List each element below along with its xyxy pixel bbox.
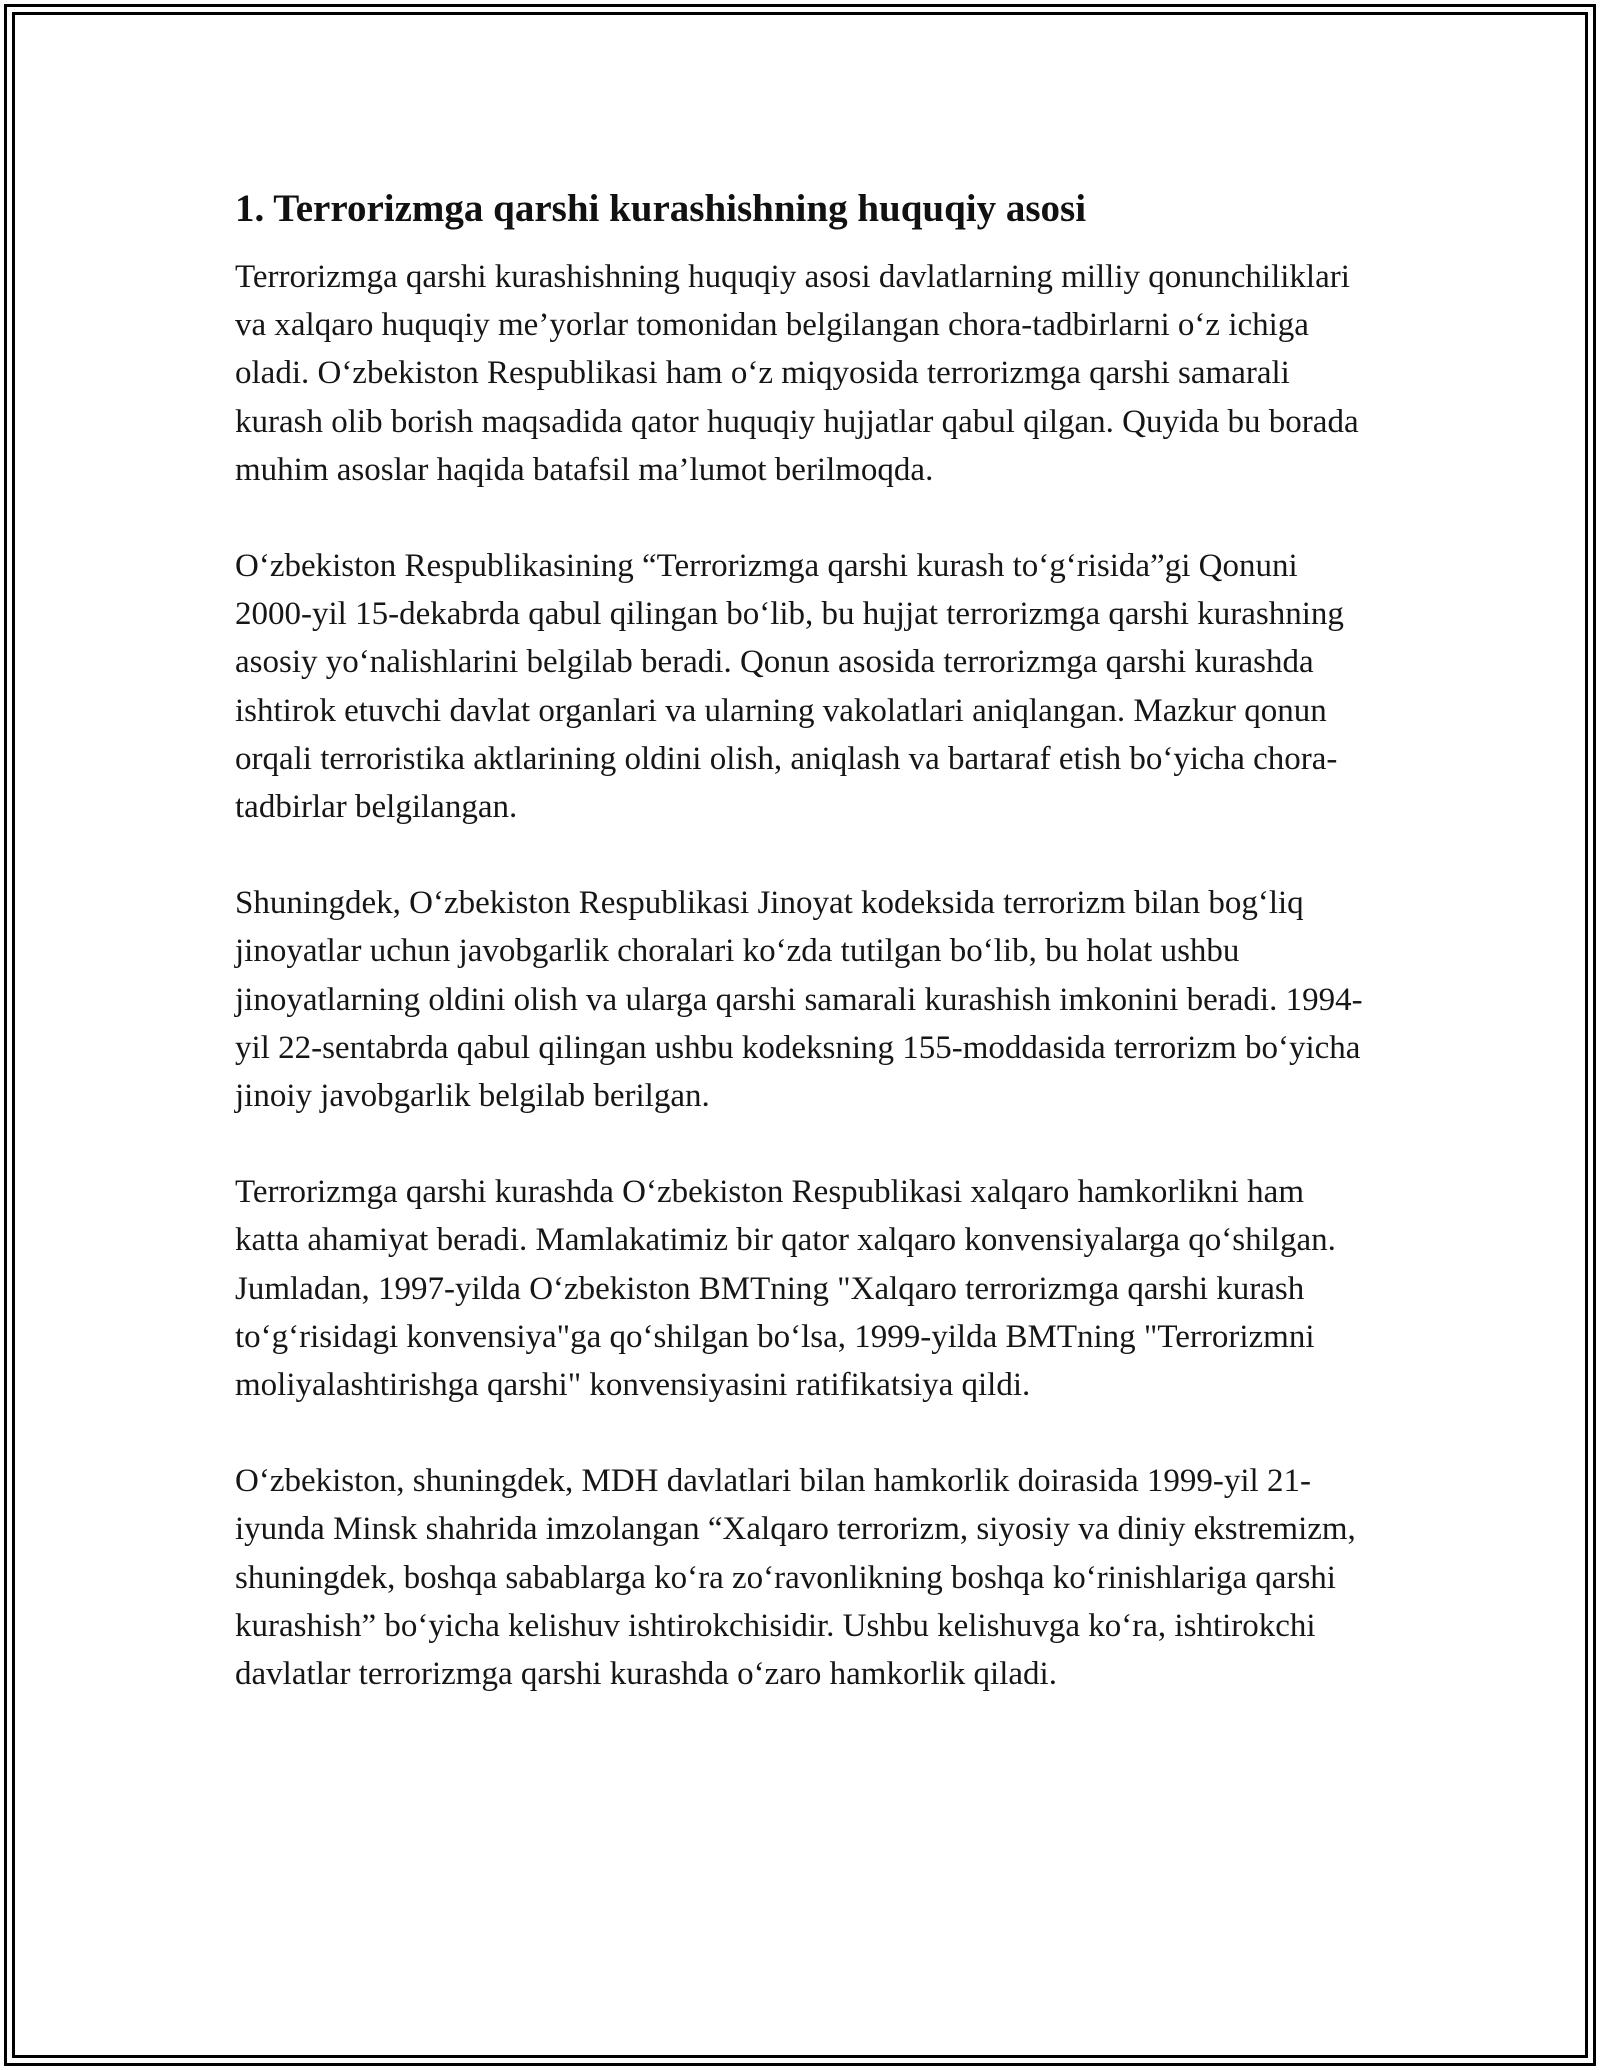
- document-body: [235, 185, 1375, 1746]
- paragraph-cis-agreement: O‘zbekiston, shuningdek, MDH davlatlari bilan hamkorlik doirasida 1999-yil 21-iyunda Minsk shahrida imzolangan “Xalqaro terrorizm, siyosiy va diniy ekstremizm, shuningdek, boshqa sabablarga ko‘ra zo‘ravonlikning boshqa ko‘rinishlariga qarshi kurashish” bo‘yicha kelishuv ishtirokchisidir. Ushbu kelishuvga ko‘ra, ishtirokchi davlatlar terrorizmga qarshi kurashda o‘zaro hamkorlik qiladi.: [235, 1463, 1356, 1693]
- paragraph-criminal-code: Shuningdek, O‘zbekiston Respublikasi Jinoyat kodeksida terrorizm bilan bog‘liq jinoyatlar uchun javobgarlik choralari ko‘zda tutilgan bo‘lib, bu holat ushbu jinoyatlarning oldini olish va ularga qarshi samarali kurashish imkonini beradi. 1994-yil 22-sentabrda qabul qilingan ushbu kodeksning 155-moddasida terrorizm bo‘yicha jinoiy javobgarlik belgilab berilgan.: [235, 885, 1363, 1115]
- paragraph-legal-basis-intro: Terrorizmga qarshi kurashishning huquqiy asosi davlatlarning milliy qonunchiliklari va xalqaro huquqiy me’yorlar tomonidan belgilangan chora-tadbirlarni o‘z ichiga oladi. O‘zbekiston Respublikasi ham o‘z miqyosida terrorizmga qarshi samarali kurash olib borish maqsadida qator huquqiy hujjatlar qabul qilgan. Quyida bu borada muhim asoslar haqida batafsil ma’lumot berilmoqda.: [235, 259, 1359, 488]
- paragraph-counter-terrorism-law: O‘zbekiston Respublikasining “Terrorizmga qarshi kurash to‘g‘risida”gi Qonuni 2000-yil 15-dekabrda qabul qilingan bo‘lib, bu hujjat terrorizmga qarshi kurashning asosiy yo‘nalishlarini belgilab beradi. Qonun asosida terrorizmga qarshi kurashda ishtirok etuvchi davlat organlari va ularning vakolatlari aniqlangan. Mazkur qonun orqali terroristika aktlarining oldini olish, aniqlash va bartaraf etish bo‘yicha chora-tadbirlar belgilangan.: [235, 548, 1344, 826]
- paragraph-international-cooperation: Terrorizmga qarshi kurashda O‘zbekiston Respublikasi xalqaro hamkorlikni ham katta ahamiyat beradi. Mamlakatimiz bir qator xalqaro konvensiyalarga qo‘shilgan. Jumladan, 1997-yilda O‘zbekiston BMTning "Xalqaro terrorizmga qarshi kurash to‘g‘risidagi konvensiya"ga qo‘shilgan bo‘lsa, 1999-yilda BMTning "Terrorizmni moliyalashtirishga qarshi" konvensiyasini ratifikatsiya qildi.: [235, 1174, 1336, 1404]
- page-title: 1. Terrorizmga qarshi kurashishning huquqiy asosi: [235, 187, 1087, 230]
